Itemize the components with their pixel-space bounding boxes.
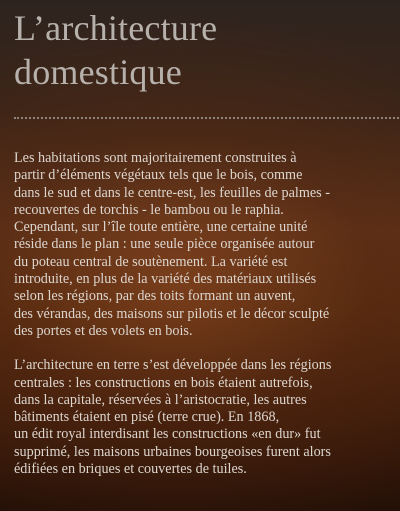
text-line: dans le sud et dans le centre-est, les feuilles de palmes -	[14, 184, 330, 201]
text-line: partir d’éléments végétaux tels que le bois, comme	[14, 167, 303, 184]
panel-body	[14, 150, 392, 495]
dotted-divider	[14, 117, 400, 119]
text-line: dans la capitale, réservées à l’aristocratie, les autres	[14, 391, 307, 408]
text-line: bâtiments étaient en pisé (terre crue). En 1868,	[14, 409, 280, 426]
paragraph-2	[14, 357, 392, 478]
text-line: réside dans le plan : une seule pièce organisée autour	[14, 236, 315, 253]
paragraph-1	[14, 150, 392, 340]
text-line: des portes et des volets en bois.	[14, 322, 193, 339]
title-line-2: domestique	[14, 52, 182, 92]
text-line: Cependant, sur l’île toute entière, une certaine unité	[14, 219, 308, 236]
text-line: supprimé, les maisons urbaines bourgeoises furent alors	[14, 443, 331, 460]
text-line: selon les régions, par des toits formant un auvent,	[14, 288, 296, 305]
text-line: Les habitations sont majoritairement construites à	[14, 150, 297, 166]
title-line-1: L’architecture	[14, 8, 218, 48]
text-line: du poteau central de soutènement. La variété est	[14, 253, 288, 270]
text-line: introduite, en plus de la variété des matériaux utilisés	[14, 271, 317, 288]
text-line: un édit royal interdisant les constructions «en dur» fut	[14, 426, 321, 443]
text-line: des vérandas, des maisons sur pilotis et le décor sculpté	[14, 305, 330, 322]
text-line: L’architecture en terre s’est développée dans les régions	[14, 357, 332, 374]
text-line: édifiées en briques et couvertes de tuiles.	[14, 461, 247, 478]
text-line: centrales : les constructions en bois étaient autrefois,	[14, 374, 313, 391]
panel-title	[14, 6, 394, 94]
text-line: recouvertes de torchis - le bambou ou le raphia.	[14, 201, 284, 218]
